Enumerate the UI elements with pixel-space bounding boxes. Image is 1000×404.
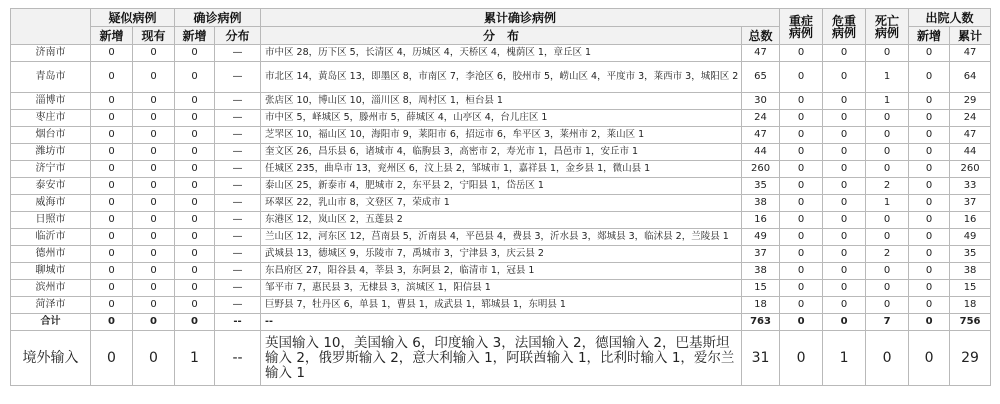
- confirmed-new-cell: 0: [175, 195, 215, 212]
- severe-cell: 0: [780, 263, 823, 280]
- table-row: [11, 178, 991, 195]
- header-suspected-existing: 现有: [133, 27, 175, 45]
- death-cell: 1: [866, 62, 909, 93]
- severe-cell: 0: [780, 161, 823, 178]
- critical-cell: 0: [823, 127, 866, 144]
- suspected-new-cell: 0: [91, 263, 133, 280]
- cumulative-total-cell: 38: [742, 263, 780, 280]
- cumulative-distribution-cell: 英国输入 10，美国输入 6，印度输入 3，法国输入 2，德国输入 2，巴基斯坦输入 2，俄罗斯输入 2，意大利输入 1，阿联酋输入 1，比利时输入 1，爱尔兰输入 1: [261, 331, 742, 386]
- suspected-new-cell: 0: [91, 314, 133, 331]
- discharged-new-cell: 0: [909, 331, 950, 386]
- suspected-existing-cell: 0: [133, 280, 175, 297]
- severe-cell: 0: [780, 212, 823, 229]
- discharged-new-cell: 0: [909, 195, 950, 212]
- table-row: [11, 93, 991, 110]
- discharged-cumulative-cell: 15: [950, 280, 991, 297]
- death-cell: 0: [866, 263, 909, 280]
- table-row: [11, 280, 991, 297]
- severe-cell: 0: [780, 93, 823, 110]
- discharged-cumulative-cell: 756: [950, 314, 991, 331]
- cumulative-total-cell: 15: [742, 280, 780, 297]
- discharged-new-cell: 0: [909, 314, 950, 331]
- cumulative-distribution-cell: 邹平市 7，惠民县 3，无棣县 3，滨城区 1，阳信县 1: [261, 280, 742, 297]
- cumulative-distribution-cell: 奎文区 26，昌乐县 6，诸城市 4，临朐县 3，高密市 2，寿光市 1，昌邑市 1，安丘市 1: [261, 144, 742, 161]
- discharged-cumulative-cell: 47: [950, 45, 991, 62]
- cumulative-distribution-cell: 巨野县 7，牡丹区 6，单县 1，曹县 1，成武县 1，郓城县 1，东明县 1: [261, 297, 742, 314]
- suspected-existing-cell: 0: [133, 45, 175, 62]
- suspected-new-cell: 0: [91, 178, 133, 195]
- confirmed-distribution-cell: —: [215, 110, 261, 127]
- cumulative-total-cell: 260: [742, 161, 780, 178]
- severe-cell: 0: [780, 144, 823, 161]
- confirmed-distribution-cell: —: [215, 229, 261, 246]
- discharged-new-cell: 0: [909, 161, 950, 178]
- cumulative-distribution-cell: 东港区 12，岚山区 2，五莲县 2: [261, 212, 742, 229]
- death-cell: 2: [866, 246, 909, 263]
- critical-cell: 0: [823, 229, 866, 246]
- city-cell: 临沂市: [11, 229, 91, 246]
- death-cell: 2: [866, 178, 909, 195]
- confirmed-distribution-cell: —: [215, 45, 261, 62]
- suspected-existing-cell: 0: [133, 93, 175, 110]
- header-confirmed-new: 新增: [175, 27, 215, 45]
- cumulative-total-cell: 44: [742, 144, 780, 161]
- death-cell: 1: [866, 195, 909, 212]
- confirmed-new-cell: 0: [175, 229, 215, 246]
- suspected-new-cell: 0: [91, 331, 133, 386]
- confirmed-new-cell: 0: [175, 263, 215, 280]
- cumulative-distribution-cell: 东昌府区 27，阳谷县 4，莘县 3，东阿县 2，临清市 1，冠县 1: [261, 263, 742, 280]
- cumulative-total-cell: 47: [742, 45, 780, 62]
- discharged-new-cell: 0: [909, 127, 950, 144]
- suspected-existing-cell: 0: [133, 127, 175, 144]
- table-row: [11, 195, 991, 212]
- suspected-new-cell: 0: [91, 297, 133, 314]
- confirmed-distribution-cell: —: [215, 144, 261, 161]
- confirmed-distribution-cell: —: [215, 178, 261, 195]
- table-row: [11, 144, 991, 161]
- critical-cell: 0: [823, 178, 866, 195]
- confirmed-new-cell: 0: [175, 45, 215, 62]
- death-cell: 0: [866, 331, 909, 386]
- confirmed-new-cell: 0: [175, 161, 215, 178]
- discharged-cumulative-cell: 33: [950, 178, 991, 195]
- header-discharged-new: 新增: [909, 27, 950, 45]
- discharged-cumulative-cell: 29: [950, 331, 991, 386]
- death-cell: 0: [866, 161, 909, 178]
- critical-cell: 0: [823, 212, 866, 229]
- confirmed-distribution-cell: —: [215, 297, 261, 314]
- case-statistics-table: [10, 8, 991, 386]
- cumulative-total-cell: 47: [742, 127, 780, 144]
- table-row: [11, 161, 991, 178]
- discharged-cumulative-cell: 29: [950, 93, 991, 110]
- confirmed-distribution-cell: --: [215, 314, 261, 331]
- table-row: [11, 297, 991, 314]
- discharged-new-cell: 0: [909, 178, 950, 195]
- suspected-existing-cell: 0: [133, 195, 175, 212]
- header-cumulative-distribution: 分 布: [261, 27, 742, 45]
- discharged-cumulative-cell: 47: [950, 127, 991, 144]
- imported-cases-row: [11, 331, 991, 386]
- suspected-existing-cell: 0: [133, 297, 175, 314]
- suspected-new-cell: 0: [91, 144, 133, 161]
- header-row-1: [11, 9, 991, 27]
- discharged-cumulative-cell: 37: [950, 195, 991, 212]
- discharged-cumulative-cell: 38: [950, 263, 991, 280]
- suspected-existing-cell: 0: [133, 144, 175, 161]
- discharged-cumulative-cell: 260: [950, 161, 991, 178]
- severe-cell: 0: [780, 110, 823, 127]
- city-cell: 烟台市: [11, 127, 91, 144]
- confirmed-distribution-cell: —: [215, 195, 261, 212]
- cumulative-total-cell: 763: [742, 314, 780, 331]
- confirmed-new-cell: 0: [175, 93, 215, 110]
- confirmed-new-cell: 0: [175, 178, 215, 195]
- city-cell: 菏泽市: [11, 297, 91, 314]
- cumulative-total-cell: 37: [742, 246, 780, 263]
- discharged-new-cell: 0: [909, 110, 950, 127]
- discharged-new-cell: 0: [909, 93, 950, 110]
- table-body: [11, 45, 991, 386]
- city-cell: 滨州市: [11, 280, 91, 297]
- suspected-existing-cell: 0: [133, 331, 175, 386]
- discharged-cumulative-cell: 16: [950, 212, 991, 229]
- critical-cell: 0: [823, 45, 866, 62]
- header-discharged-cumulative: 累计: [950, 27, 991, 45]
- confirmed-distribution-cell: —: [215, 212, 261, 229]
- suspected-new-cell: 0: [91, 62, 133, 93]
- city-cell: 威海市: [11, 195, 91, 212]
- suspected-new-cell: 0: [91, 229, 133, 246]
- total-row: [11, 314, 991, 331]
- severe-cell: 0: [780, 178, 823, 195]
- city-cell: 青岛市: [11, 62, 91, 93]
- discharged-cumulative-cell: 24: [950, 110, 991, 127]
- table-row: [11, 45, 991, 62]
- confirmed-distribution-cell: —: [215, 161, 261, 178]
- severe-cell: 0: [780, 280, 823, 297]
- discharged-new-cell: 0: [909, 144, 950, 161]
- table-row: [11, 229, 991, 246]
- confirmed-distribution-cell: —: [215, 62, 261, 93]
- confirmed-new-cell: 0: [175, 297, 215, 314]
- cumulative-total-cell: 30: [742, 93, 780, 110]
- city-cell: 泰安市: [11, 178, 91, 195]
- header-suspected: 疑似病例: [91, 9, 175, 27]
- discharged-cumulative-cell: 49: [950, 229, 991, 246]
- city-cell: 济南市: [11, 45, 91, 62]
- table-row: [11, 127, 991, 144]
- suspected-new-cell: 0: [91, 110, 133, 127]
- cumulative-distribution-cell: 芝罘区 10，福山区 10，海阳市 9，莱阳市 6，招远市 6，牟平区 3，莱州市 2，莱山区 1: [261, 127, 742, 144]
- confirmed-new-cell: 0: [175, 246, 215, 263]
- critical-cell: 0: [823, 314, 866, 331]
- critical-cell: 0: [823, 110, 866, 127]
- header-suspected-new: 新增: [91, 27, 133, 45]
- confirmed-distribution-cell: —: [215, 246, 261, 263]
- critical-cell: 0: [823, 280, 866, 297]
- confirmed-new-cell: 0: [175, 127, 215, 144]
- discharged-new-cell: 0: [909, 229, 950, 246]
- severe-cell: 0: [780, 127, 823, 144]
- suspected-existing-cell: 0: [133, 263, 175, 280]
- cumulative-distribution-cell: --: [261, 314, 742, 331]
- suspected-existing-cell: 0: [133, 178, 175, 195]
- discharged-new-cell: 0: [909, 45, 950, 62]
- cumulative-total-cell: 49: [742, 229, 780, 246]
- suspected-new-cell: 0: [91, 212, 133, 229]
- cumulative-distribution-cell: 任城区 235，曲阜市 13，兖州区 6，汶上县 2，邹城市 1，嘉祥县 1，金乡县 1，微山县 1: [261, 161, 742, 178]
- discharged-new-cell: 0: [909, 280, 950, 297]
- discharged-new-cell: 0: [909, 62, 950, 93]
- cumulative-distribution-cell: 环翠区 22，乳山市 8，文登区 7，荣成市 1: [261, 195, 742, 212]
- severe-cell: 0: [780, 45, 823, 62]
- suspected-new-cell: 0: [91, 45, 133, 62]
- critical-cell: 0: [823, 195, 866, 212]
- suspected-existing-cell: 0: [133, 212, 175, 229]
- cumulative-total-cell: 31: [742, 331, 780, 386]
- severe-cell: 0: [780, 62, 823, 93]
- death-cell: 0: [866, 110, 909, 127]
- death-cell: 7: [866, 314, 909, 331]
- suspected-existing-cell: 0: [133, 110, 175, 127]
- death-cell: 0: [866, 212, 909, 229]
- cumulative-distribution-cell: 兰山区 12，河东区 12，莒南县 5，沂南县 4，平邑县 4，费县 3，沂水县 3，郯城县 3，临沭县 2，兰陵县 1: [261, 229, 742, 246]
- discharged-cumulative-cell: 44: [950, 144, 991, 161]
- discharged-new-cell: 0: [909, 297, 950, 314]
- confirmed-distribution-cell: —: [215, 263, 261, 280]
- city-cell: 境外输入: [11, 331, 91, 386]
- severe-cell: 0: [780, 297, 823, 314]
- table-row: [11, 246, 991, 263]
- critical-cell: 0: [823, 144, 866, 161]
- header-confirmed: 确诊病例: [175, 9, 261, 27]
- city-cell: 德州市: [11, 246, 91, 263]
- city-cell: 枣庄市: [11, 110, 91, 127]
- severe-cell: 0: [780, 314, 823, 331]
- header-severe: 重症 病例: [780, 9, 823, 45]
- confirmed-distribution-cell: —: [215, 127, 261, 144]
- confirmed-new-cell: 0: [175, 314, 215, 331]
- confirmed-distribution-cell: --: [215, 331, 261, 386]
- table-row: [11, 110, 991, 127]
- confirmed-distribution-cell: —: [215, 93, 261, 110]
- confirmed-distribution-cell: —: [215, 280, 261, 297]
- cumulative-total-cell: 38: [742, 195, 780, 212]
- city-cell: 聊城市: [11, 263, 91, 280]
- confirmed-new-cell: 0: [175, 280, 215, 297]
- header-cumulative: 累计确诊病例: [261, 9, 780, 27]
- cumulative-total-cell: 35: [742, 178, 780, 195]
- discharged-new-cell: 0: [909, 263, 950, 280]
- cumulative-distribution-cell: 张店区 10，博山区 10，淄川区 8，周村区 1，桓台县 1: [261, 93, 742, 110]
- city-cell: 济宁市: [11, 161, 91, 178]
- critical-cell: 1: [823, 331, 866, 386]
- header-critical: 危重 病例: [823, 9, 866, 45]
- death-cell: 0: [866, 280, 909, 297]
- city-cell: 合计: [11, 314, 91, 331]
- suspected-new-cell: 0: [91, 161, 133, 178]
- table-row: [11, 62, 991, 93]
- city-cell: 日照市: [11, 212, 91, 229]
- case-statistics-table-container: [10, 8, 990, 386]
- header-death: 死亡 病例: [866, 9, 909, 45]
- city-cell: 淄博市: [11, 93, 91, 110]
- discharged-new-cell: 0: [909, 246, 950, 263]
- death-cell: 1: [866, 93, 909, 110]
- header-discharged: 出院人数: [909, 9, 991, 27]
- critical-cell: 0: [823, 62, 866, 93]
- critical-cell: 0: [823, 246, 866, 263]
- critical-cell: 0: [823, 297, 866, 314]
- cumulative-distribution-cell: 市北区 14，黄岛区 13，即墨区 8，市南区 7，李沧区 6，胶州市 5，崂山区 4，平度市 3，莱西市 3，城阳区 2: [261, 62, 742, 93]
- confirmed-new-cell: 0: [175, 110, 215, 127]
- confirmed-new-cell: 0: [175, 212, 215, 229]
- suspected-new-cell: 0: [91, 280, 133, 297]
- cumulative-distribution-cell: 市中区 28，历下区 5，长清区 4，历城区 4，天桥区 4，槐荫区 1，章丘区 1: [261, 45, 742, 62]
- severe-cell: 0: [780, 195, 823, 212]
- header-city: [11, 9, 91, 45]
- death-cell: 0: [866, 297, 909, 314]
- cumulative-total-cell: 16: [742, 212, 780, 229]
- suspected-new-cell: 0: [91, 93, 133, 110]
- cumulative-total-cell: 65: [742, 62, 780, 93]
- cumulative-distribution-cell: 武城县 13，德城区 9，乐陵市 7，禹城市 3，宁津县 3，庆云县 2: [261, 246, 742, 263]
- critical-cell: 0: [823, 93, 866, 110]
- severe-cell: 0: [780, 331, 823, 386]
- discharged-cumulative-cell: 64: [950, 62, 991, 93]
- header-confirmed-distribution: 分布: [215, 27, 261, 45]
- suspected-existing-cell: 0: [133, 246, 175, 263]
- severe-cell: 0: [780, 246, 823, 263]
- death-cell: 0: [866, 45, 909, 62]
- city-cell: 潍坊市: [11, 144, 91, 161]
- cumulative-distribution-cell: 泰山区 25，新泰市 4，肥城市 2，东平县 2，宁阳县 1，岱岳区 1: [261, 178, 742, 195]
- suspected-existing-cell: 0: [133, 229, 175, 246]
- suspected-existing-cell: 0: [133, 314, 175, 331]
- table-row: [11, 263, 991, 280]
- discharged-cumulative-cell: 35: [950, 246, 991, 263]
- suspected-new-cell: 0: [91, 195, 133, 212]
- suspected-existing-cell: 0: [133, 62, 175, 93]
- death-cell: 0: [866, 229, 909, 246]
- critical-cell: 0: [823, 263, 866, 280]
- death-cell: 0: [866, 127, 909, 144]
- discharged-new-cell: 0: [909, 212, 950, 229]
- suspected-existing-cell: 0: [133, 161, 175, 178]
- confirmed-new-cell: 1: [175, 331, 215, 386]
- suspected-new-cell: 0: [91, 127, 133, 144]
- confirmed-new-cell: 0: [175, 144, 215, 161]
- cumulative-distribution-cell: 市中区 5，峄城区 5，滕州市 5，薛城区 4，山亭区 4，台儿庄区 1: [261, 110, 742, 127]
- header-cumulative-total: 总数: [742, 27, 780, 45]
- severe-cell: 0: [780, 229, 823, 246]
- confirmed-new-cell: 0: [175, 62, 215, 93]
- cumulative-total-cell: 18: [742, 297, 780, 314]
- death-cell: 0: [866, 144, 909, 161]
- table-row: [11, 212, 991, 229]
- discharged-cumulative-cell: 18: [950, 297, 991, 314]
- cumulative-total-cell: 24: [742, 110, 780, 127]
- critical-cell: 0: [823, 161, 866, 178]
- suspected-new-cell: 0: [91, 246, 133, 263]
